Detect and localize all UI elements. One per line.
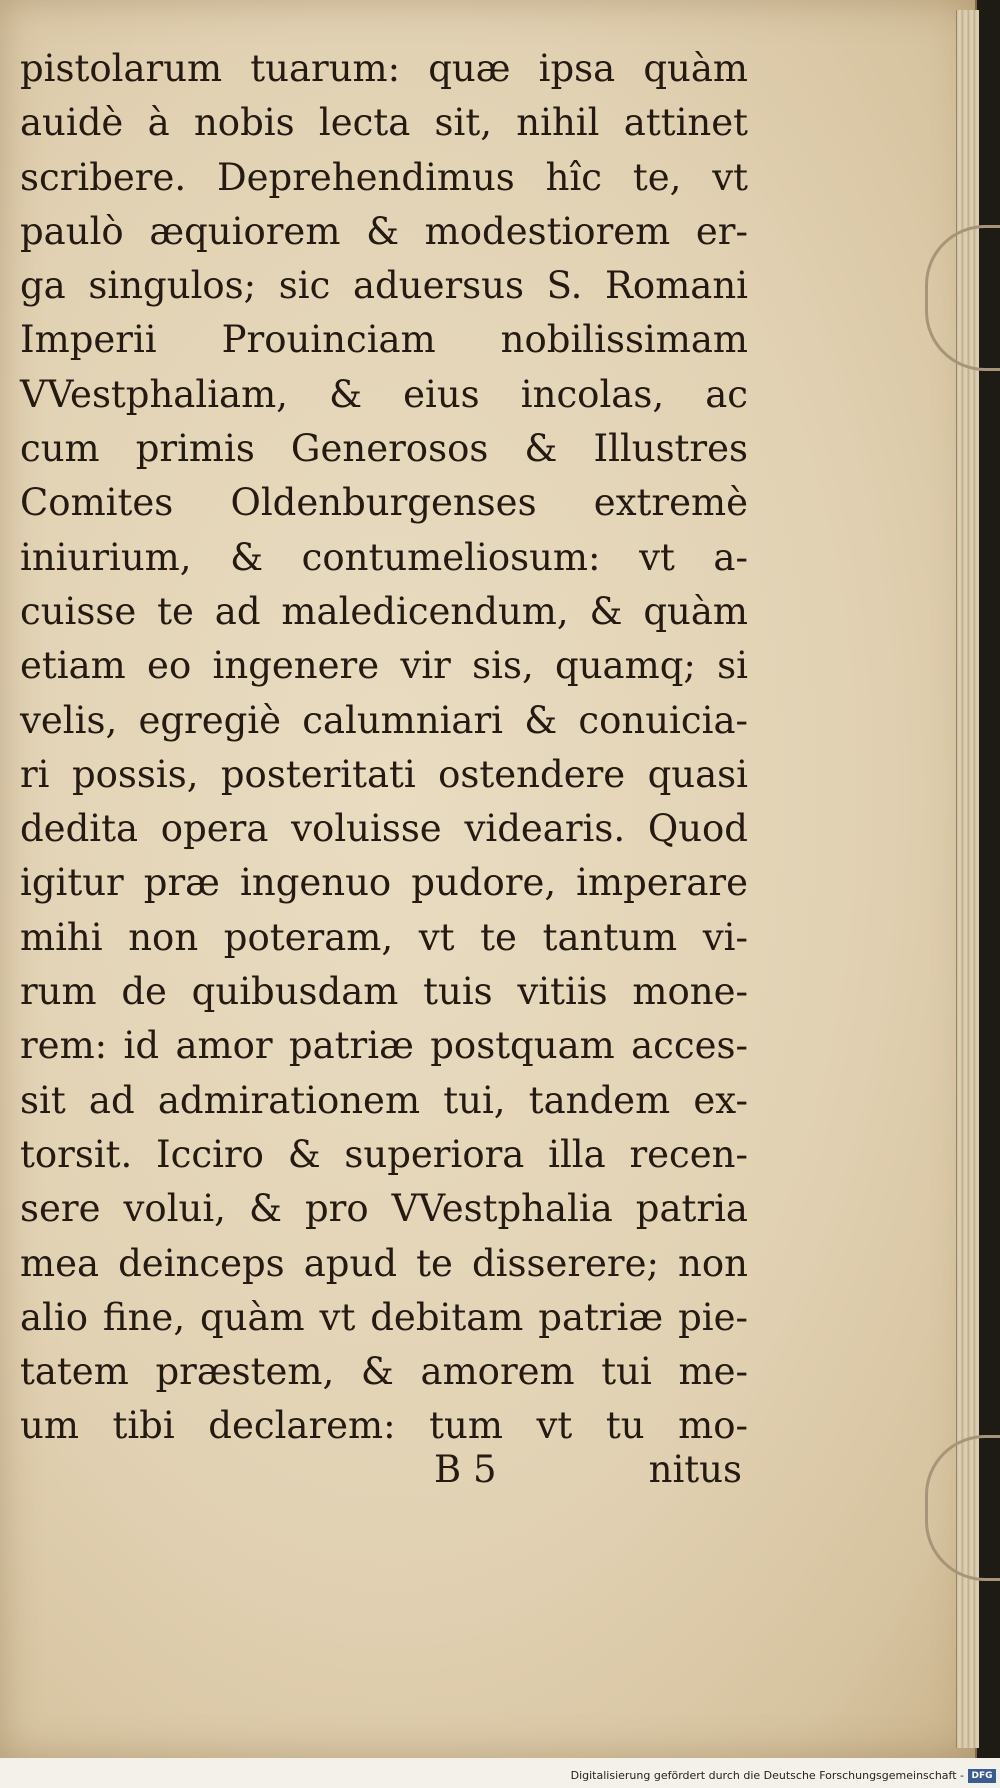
text-line: Comites Oldenburgenses extremè <box>20 481 748 525</box>
text-line: mea deinceps apud te disserere; non <box>20 1241 748 1285</box>
text-line: sere volui, & pro VVestphalia patria <box>20 1187 748 1231</box>
dfg-logo: DFG <box>968 1769 996 1783</box>
text-line: scribere. Deprehendimus hîc te, vt <box>20 155 748 199</box>
text-line: torsit. Icciro & superiora illa recen- <box>20 1132 748 1176</box>
page-footer-line <box>20 1448 748 1504</box>
text-line: cuisse te ad maledicendum, & quàm <box>20 589 748 633</box>
text-line: cum primis Generosos & Illustres <box>20 427 748 471</box>
text-line: tatem præstem, & amorem tui me- <box>20 1350 748 1394</box>
text-line: velis, egregiè calumniari & conuicia- <box>20 698 748 742</box>
text-line: rem: id amor patriæ postquam acces- <box>20 1024 748 1068</box>
text-line: dedita opera voluisse videaris. Quod <box>20 807 748 851</box>
credit-text: Digitalisierung gefördert durch die Deutsche Forschungsgemeinschaft - <box>570 1769 964 1782</box>
page-text <box>20 42 748 1454</box>
page-clip-mark <box>925 225 1000 371</box>
text-line: etiam eo ingenere vir sis, quamq; si <box>20 644 748 688</box>
text-line: sit ad admirationem tui, tandem ex- <box>20 1078 748 1122</box>
text-line: paulò æquiorem & modestiorem er- <box>20 209 748 253</box>
text-line: auidè à nobis lecta sit, nihil attinet <box>20 101 748 145</box>
text-line: VVestphaliam, & eius incolas, ac <box>20 372 748 416</box>
text-line: alio fine, quàm vt debitam patriæ pie- <box>20 1295 748 1339</box>
signature-mark: B 5 <box>434 1448 497 1491</box>
text-line: pistolarum tuarum: quæ ipsa quàm <box>20 47 748 90</box>
text-line: Imperii Prouinciam nobilissimam <box>20 318 748 362</box>
text-line: ga singulos; sic aduersus S. Romani <box>20 264 748 308</box>
text-line: igitur præ ingenuo pudore, imperare <box>20 861 748 905</box>
text-line: ri possis, posteritati ostendere quasi <box>20 752 748 796</box>
text-line: um tibi declarem: tum vt tu mo- <box>20 1404 748 1448</box>
text-line: iniurium, & contumeliosum: vt a- <box>20 535 748 579</box>
catchword: nitus <box>648 1448 742 1491</box>
digitization-credit-bar <box>0 1758 1000 1788</box>
text-line: rum de quibusdam tuis vitiis mone- <box>20 970 748 1014</box>
page-clip-mark <box>925 1435 1000 1581</box>
text-line: mihi non poteram, vt te tantum vi- <box>20 915 748 959</box>
